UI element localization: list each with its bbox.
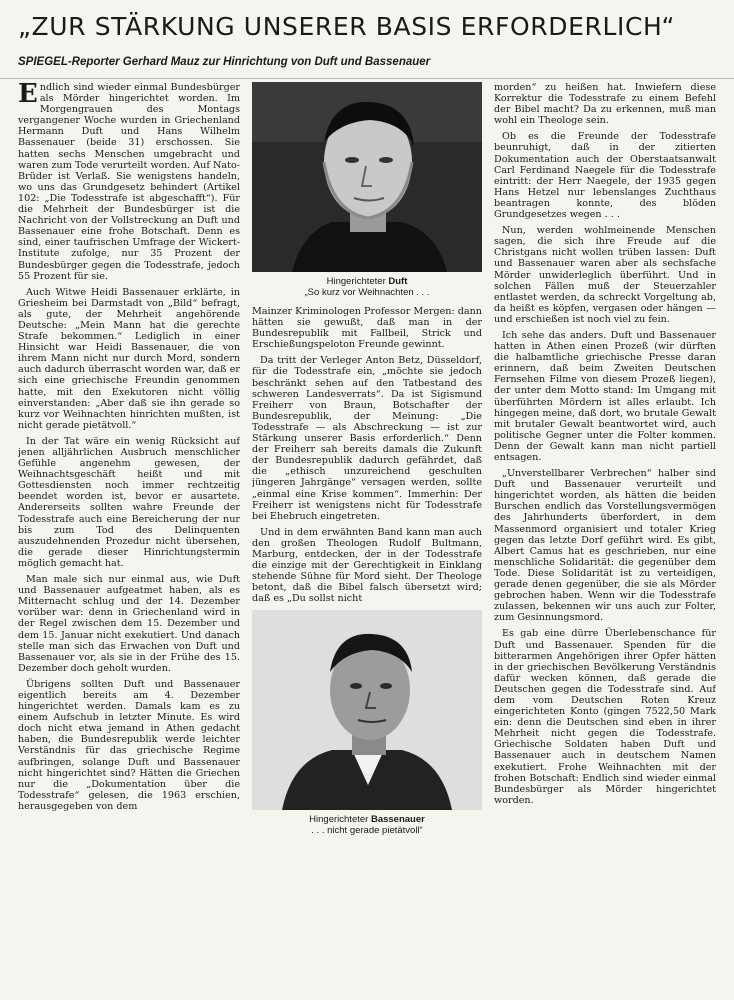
paragraph: Übrigens sollten Duft und Bassenauer eigentlich bereits am 4. Dezember hingerichtet werden. Damals kam es zu einem Aufschub in letzter Minute. Es wird doch nicht etwa jemand in Athen gedacht haben, die Bundesrepublik werde leichter Verständnis für das griechische Regime aufbringen, solange Duft und Bassenauer nicht hingerichtet sind? Hätten die Griechen nur die „Dokumentation über die Todesstrafe“ gelesen, die 1963 erschien, herausgegeben von dem — [18, 678, 240, 812]
paragraph: Auch Witwe Heidi Bassenauer erklärte, in Griesheim bei Darmstadt von „Bild“ befragt, als gute, der Mehrheit angehörende Deutsche: „Mein Mann hat die gerechte Strafe bekommen.“ Lediglich in einer Hinsicht war Heidi Bassenauer, die von ihrem Mann nicht nur durch Mord, sondern auch dadurch überrascht worden war, daß er sich eine griechische Freundin genommen hatte, mit den Exekutoren nicht völlig einverstanden: „Aber daß sie ihn gerade so kurz vor Weihnachten hinrichten mußten, ist nicht gerade pietätvoll.“ — [18, 286, 240, 431]
column-3 — [494, 82, 716, 994]
photo-caption-bassenauer: Hingerichteter Bassenauer . . . nicht gerade pietätvoll“ — [309, 814, 425, 837]
photo-duft — [252, 82, 482, 272]
paragraph: Nun, werden wohlmeinende Menschen sagen, die sich ihre Freude auf die Christgans nicht wollen trüben lassen: Duft und Bassenauer waren aber als sechsfache Mörder unwiderleglich überführt. Und in solchen Fällen muß der Steuerzahler entlastet werden, da schreckt Vorgeltung ab, da heißt es köpfen, vergasen oder hängen — und erschießen ist noch viel zu fein. — [494, 225, 716, 325]
paragraph: Ob es die Freunde der Todesstrafe beunruhigt, daß in der zitierten Dokumentation auch der Oberstaatsanwalt Carl Ferdinand Naegele für die Todesstrafe eintritt: der Herr Naegele, der 1935 gegen Hans Hetzel nur lebenslanges Zuchthaus beantragen konnte, des blöden Grundgesetzes wegen . . . — [494, 131, 716, 221]
portrait-bassenauer-image — [252, 610, 482, 810]
paragraph: Es gab eine dürre Überlebenschance für Duft und Bassenauer. Spenden für die bitterarmen Angehörigen ihrer Opfer hätten in der griechischen Bevölkerung Verständnis dafür wecken können, daß gerade die Deutschen gegen die Todesstrafe sind. Auf dem vom Deutschen Roten Kreuz eingerichteten Konto (gingen 7522,50 Mark ein: denn die Deutschen sind eben in ihrer Mehrheit nicht gegen die Todesstrafe. Griechische Soldaten haben Duft und Bassenauer auch in deutschem Namen exekutiert. Frohe Weihnachten mit der frohen Botschaft: Endlich sind wieder einmal Bundesbürger als Mörder hingerichtet worden. — [494, 628, 716, 806]
portrait-duft-image — [252, 82, 482, 272]
paragraph: Man male sich nur einmal aus, wie Duft und Bassenauer aufgeatmet haben, als es Mitternacht schlug und der 14. Dezember vorüber war: denn in Griechenland wird in der Regel zwischen dem 15. Dezember und dem 15. Januar nicht exekutiert. Und danach stelle man sich das Erwachen von Duft und Bassenauer vor, als sie in der Frühe des 15. Dezember doch geholt wurden. — [18, 574, 240, 674]
paragraph: morden“ zu heißen hat. Inwiefern diese Korrektur die Todesstrafe zu einem Befehl der Bibel macht? Da zu erkennen, muß man wohl ein Theologe sein. — [494, 82, 716, 127]
header-divider — [0, 78, 734, 79]
paragraph: „Unverstellbarer Verbrechen“ halber sind Duft und Bassenauer verurteilt und hingerichtet worden, als hätten die beiden Burschen endlich das Vorstellungsvermögen des Jahrhunderts überfordert, in dem Massenmord organisiert und totaler Krieg gegen das letzte Dorf geführt wird. Es gibt, Albert Camus hat es geschrieben, nur eine menschliche Solidarität: die gegenüber dem Tode. Diese Solidarität ist zu verteidigen, gerade denen gegenüber, die sie als Mörder gebrochen haben. Wenn wir die Todesstrafe zulassen, bekennen wir uns auch zur Folter, zum Gesinnungsmord. — [494, 468, 716, 624]
drop-cap: E — [18, 82, 38, 109]
photo-bassenauer — [252, 610, 482, 810]
paragraph: Da tritt der Verleger Anton Betz, Düsseldorf, für die Todesstrafe ein, „möchte sie jedoch beschränkt sehen auf den Tatbestand des schweren Landesverrats“. Da ist Sigismund Freiherr von Braun, Botschafter der Bundesrepublik, der Meinung: „Die Todesstrafe — als Abschreckung — ist zur Stärkung unserer Basis erforderlich.“ Denn der Freiherr sah bereits damals die Zukunft der Bundesrepublik dadurch gefährdet, daß die „ethisch unzureichend geschulten jüngeren Jahrgänge“ versagen werden, sollte „einmal eine Krise kommen“. Immerhin: Der Freiherr ist wenigstens nicht für Todesstrafe bei Ehebruch eingetreten. — [252, 355, 482, 522]
subhead: SPIEGEL-Reporter Gerhard Mauz zur Hinrichtung von Duft und Bassenauer — [18, 56, 431, 68]
paragraph: Ich sehe das anders. Duft und Bassenauer hatten in Athen einen Prozeß (wir dürften die halbamtliche griechische Presse daran erinnern, daß beim Zweiten Deutschen Fernsehen Filme von diesem Prozeß liegen), der unter dem Motto stand: Im Umgang mit überführten Mördern ist alles erlaubt. Ich hingegen meine, daß dort, wo brutale Gewalt mit brutaler Gewalt beantwortet wird, auch politische Gegner unter die Folter kommen. Denn der Gewalt kann man nicht partiell entsagen. — [494, 329, 716, 463]
column-1 — [18, 82, 240, 994]
photo-caption-duft: Hingerichteter Duft „So kurz vor Weihnachten . . . — [304, 276, 430, 298]
column-2 — [252, 82, 482, 994]
paragraph: Endlich sind wieder einmal Bundesbürger als Mörder hingerichtet worden. Im Morgengrauen des Montags vergangener Woche wurden in Griechenland Hermann Duft und Hans Wilhelm Bassenauer (beide 31) erschossen. Sie hatten sechs Menschen umgebracht und waren zum Tode verurteilt worden. Auf Nato-Brüder ist Verlaß. Sie wenigstens handeln, wo uns das Grundgesetz behindert (Artikel 102: „Die Todesstrafe ist abgeschafft“). Für die Mehrheit der Bundesbürger ist die Nachricht von der Vollstreckung an Duft und Bassenauer eine frohe Botschaft. Denn es sind, einer taufrischen Umfrage der Wickert-Institute zufolge, nur 35 Prozent der Bundesbürger gegen die Todesstrafe, jedoch 55 Prozent für sie. — [18, 82, 240, 282]
paragraph: In der Tat wäre ein wenig Rücksicht auf jenen alljährlichen Ausbruch menschlicher Gefühle angenehm gewesen, der Weihnachtsgeschäft heißt und mit Gottesdiensten noch immer rechtzeitig beendet worden ist, bevor er ausartete. Andererseits sollten wahre Freunde der Todesstrafe auch eine Bereicherung der nur bis zum Tod des Delinquenten auszudehnenden Prozedur nicht übersehen, die gerade dieser Hinrichtungstermin möglich gemacht hat. — [18, 435, 240, 569]
paragraph: Und in dem erwähnten Band kann man auch den großen Theologen Rudolf Bultmann, Marburg, entdecken, der in der Todesstrafe die einzige mit der Gerechtigkeit in Einklang stehende Sühne für Mord sieht. Der Theologe betont, daß die Bibel falsch übersetzt wird; daß es „Du sollst nicht — [252, 526, 482, 605]
paragraph: Mainzer Kriminologen Professor Mergen: dann hätten sie gewußt, daß man in der Bundesrepublik mit Fallbeil, Strick und Erschießungspeloton Freunde gewinnt. — [252, 306, 482, 351]
headline: „ZUR STÄRKUNG UNSERER BASIS ERFORDERLICH“ — [18, 12, 676, 41]
